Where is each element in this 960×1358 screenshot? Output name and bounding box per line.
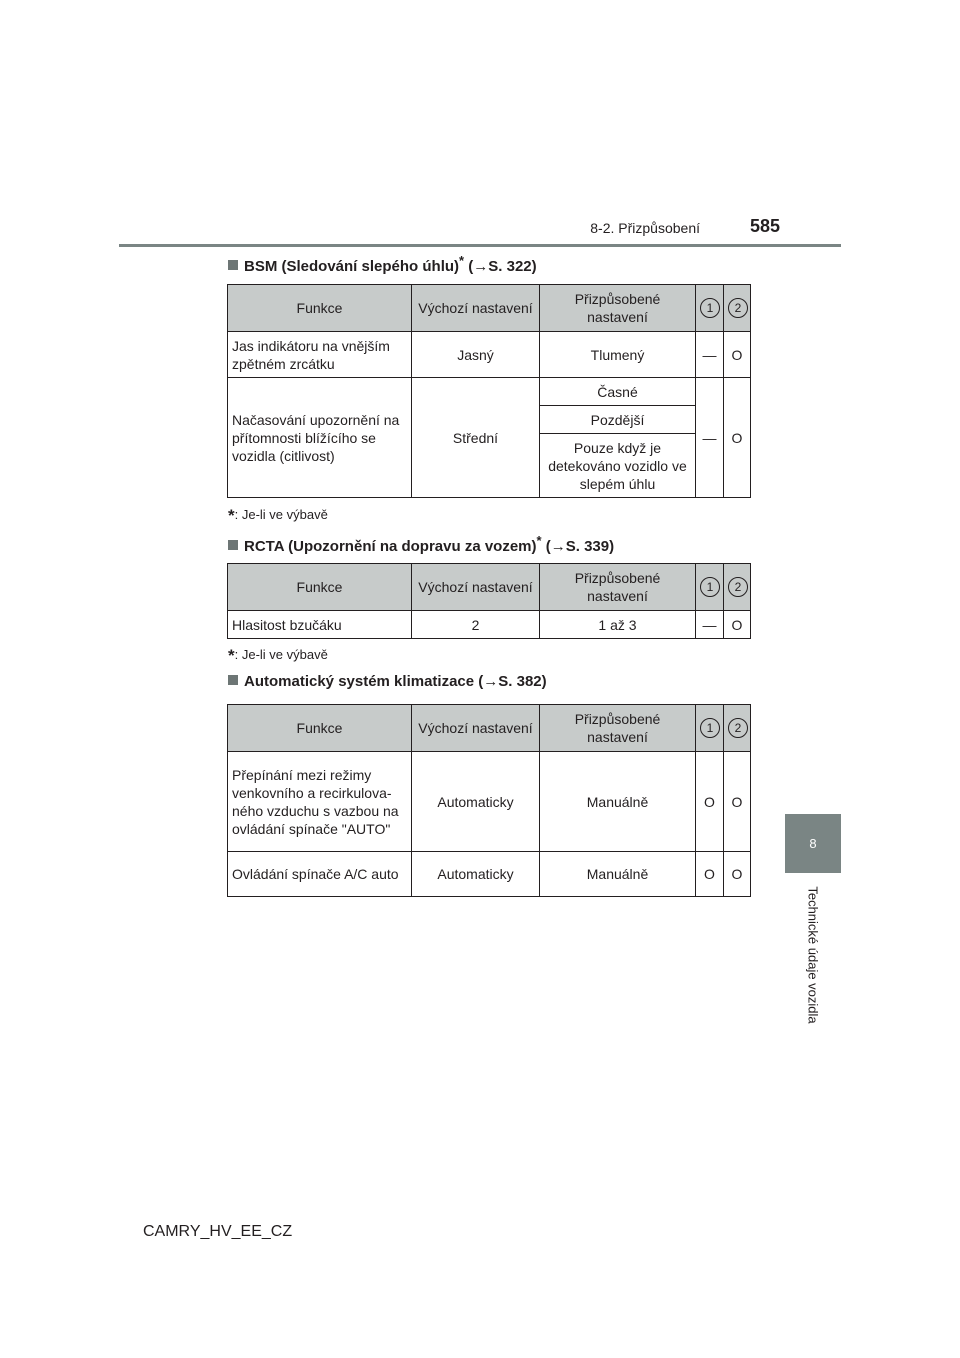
default-cell: Automaticky — [412, 752, 540, 852]
section-header: 8-2. Přizpůsobení — [590, 220, 700, 236]
climate-table — [227, 704, 751, 897]
bsm-heading: BSM (Sledování slepého úhlu)* (→S. 322) — [228, 253, 537, 275]
table-header-row — [228, 285, 751, 332]
function-cell: Ovládání spínače A/C auto — [228, 852, 412, 897]
method-2-cell: O — [724, 332, 751, 378]
col-function: Funkce — [228, 285, 412, 332]
circled-1-icon: 1 — [700, 298, 720, 318]
col-method-2 — [724, 705, 751, 752]
function-cell: Přepínání mezi režimy venkovního a recirkulova-ného vzduchu s vazbou na ovládání spínače "AUTO" — [228, 752, 412, 852]
circled-1-icon: 1 — [700, 577, 720, 597]
method-1-cell: — — [696, 332, 724, 378]
col-default: Výchozí nastavení — [412, 564, 540, 611]
function-cell: Hlasitost bzučáku — [228, 611, 412, 639]
section-square-icon — [228, 540, 238, 550]
method-2-cell: O — [724, 852, 751, 897]
col-method-2 — [724, 285, 751, 332]
footnote-star: * — [536, 533, 542, 548]
table-row — [228, 378, 751, 406]
col-method-1 — [696, 564, 724, 611]
rcta-table — [227, 563, 751, 639]
default-cell: Automaticky — [412, 852, 540, 897]
chapter-title: Technické údaje vozidla — [805, 886, 821, 1024]
bsm-table — [227, 284, 751, 498]
method-2-cell: O — [724, 752, 751, 852]
circled-2-icon: 2 — [728, 718, 748, 738]
rcta-page-ref: S. 339) — [565, 538, 615, 555]
document-code: CAMRY_HV_EE_CZ — [143, 1223, 293, 1240]
method-1-cell: O — [696, 752, 724, 852]
table-row — [228, 332, 751, 378]
col-method-1 — [696, 285, 724, 332]
custom-option-cell: Časné — [540, 378, 696, 406]
bsm-footnote: *: Je-li ve výbavě — [228, 506, 328, 525]
climate-heading: Automatický systém klimatizace (→S. 382) — [228, 673, 547, 690]
arrow-icon: → — [483, 673, 499, 690]
rcta-title: RCTA (Upozornění na dopravu za vozem) — [244, 538, 537, 555]
climate-title: Automatický systém klimatizace — [244, 673, 475, 690]
col-method-1 — [696, 705, 724, 752]
chapter-tab — [785, 814, 841, 873]
header-rule — [119, 244, 841, 247]
table-header-row — [228, 564, 751, 611]
table-row — [228, 752, 751, 852]
bsm-title: BSM (Sledování slepého úhlu) — [244, 258, 460, 275]
col-default: Výchozí nastavení — [412, 705, 540, 752]
method-2-cell: O — [724, 611, 751, 639]
col-function: Funkce — [228, 564, 412, 611]
method-1-cell: O — [696, 852, 724, 897]
custom-cell: Manuálně — [540, 752, 696, 852]
rcta-heading: RCTA (Upozornění na dopravu za vozem)* (→S. 339) — [228, 533, 614, 555]
col-custom: Přizpůsobené nastavení — [540, 564, 696, 611]
function-cell: Načasování upozornění na přítomnosti blížícího se vozidla (citlivost) — [228, 378, 412, 498]
page-number: 585 — [749, 216, 780, 236]
custom-cell: Tlumený — [540, 332, 696, 378]
custom-option-cell: Pozdější — [540, 406, 696, 434]
footnote-star: * — [459, 253, 465, 268]
section-square-icon — [228, 675, 238, 685]
col-custom: Přizpůsobené nastavení — [540, 285, 696, 332]
chapter-number: 8 — [809, 836, 817, 851]
section-square-icon — [228, 260, 238, 270]
method-1-cell: — — [696, 378, 724, 498]
custom-cell: Manuálně — [540, 852, 696, 897]
col-method-2 — [724, 564, 751, 611]
default-cell: Střední — [412, 378, 540, 498]
climate-page-ref: S. 382) — [498, 673, 547, 690]
default-cell: Jasný — [412, 332, 540, 378]
custom-cell: 1 až 3 — [540, 611, 696, 639]
default-cell: 2 — [412, 611, 540, 639]
circled-2-icon: 2 — [728, 577, 748, 597]
circled-1-icon: 1 — [700, 718, 720, 738]
circled-2-icon: 2 — [728, 298, 748, 318]
table-header-row — [228, 705, 751, 752]
col-function: Funkce — [228, 705, 412, 752]
col-custom: Přizpůsobené nastavení — [540, 705, 696, 752]
bsm-page-ref: S. 322) — [488, 258, 537, 275]
arrow-icon: → — [473, 258, 489, 275]
method-1-cell: — — [696, 611, 724, 639]
method-2-cell: O — [724, 378, 751, 498]
custom-option-cell: Pouze když je detekováno vozidlo ve slepém úhlu — [540, 434, 696, 498]
arrow-icon: → — [550, 538, 566, 555]
function-cell: Jas indikátoru na vnějším zpětném zrcátku — [228, 332, 412, 378]
table-row — [228, 852, 751, 897]
col-default: Výchozí nastavení — [412, 285, 540, 332]
table-row — [228, 611, 751, 639]
rcta-footnote: *: Je-li ve výbavě — [228, 646, 328, 665]
